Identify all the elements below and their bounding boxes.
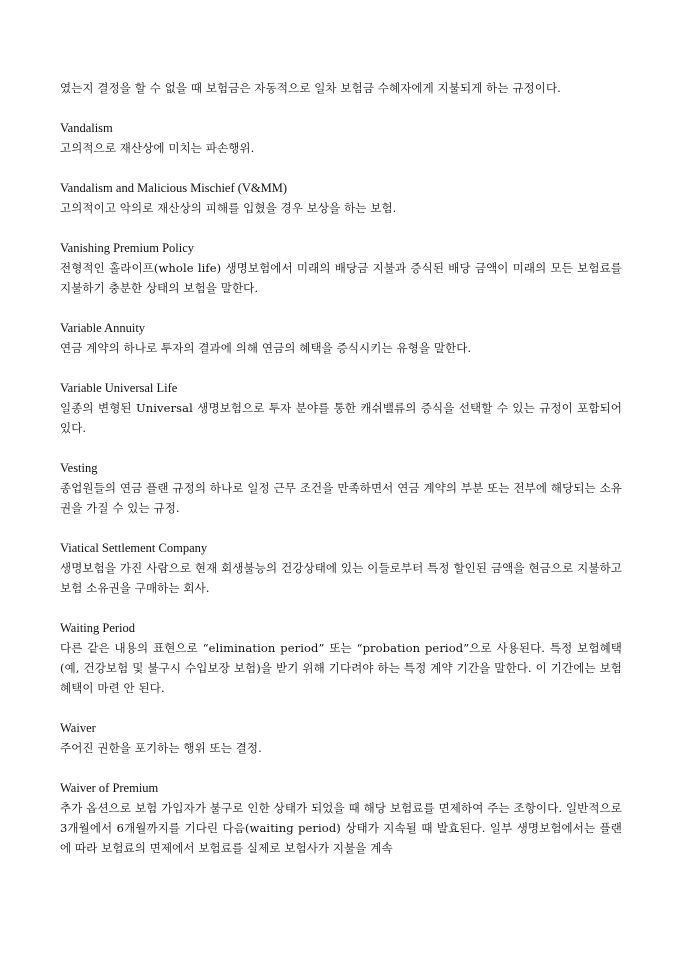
intro-text: 였는지 결정을 할 수 없을 때 보험금은 자동적으로 일차 보험금 수혜자에게 지불되게 하는 규정이다. <box>60 81 561 95</box>
entry-term: Vandalism <box>60 121 113 135</box>
entry-term: Waiver of Premium <box>60 781 159 795</box>
glossary-entry-waiver-of-premium <box>60 778 622 858</box>
glossary-entry-waiting-period <box>60 618 622 698</box>
entry-definition: 고의적으로 재산상에 미치는 파손행위. <box>60 141 255 155</box>
entry-term: Vesting <box>60 461 98 475</box>
glossary-page <box>60 78 622 858</box>
glossary-entry-variable-universal-life <box>60 378 622 438</box>
glossary-entry-waiver <box>60 718 622 758</box>
entry-definition: 연금 계약의 하나로 투자의 결과에 의해 연금의 혜택을 증식시키는 유형을 말한다. <box>60 341 472 355</box>
entry-term: Waiting Period <box>60 621 136 635</box>
entry-definition: 종업원들의 연금 플랜 규정의 하나로 일정 근무 조건을 만족하면서 연금 계약의 부분 또는 전부에 해당되는 소유권을 가질 수 있는 규정. <box>60 481 622 515</box>
entry-term: Vanishing Premium Policy <box>60 241 195 255</box>
glossary-entry-vandalism-malicious-mischief <box>60 178 622 218</box>
glossary-entry-variable-annuity <box>60 318 622 358</box>
glossary-entry-vandalism <box>60 118 622 158</box>
glossary-entry-vesting <box>60 458 622 518</box>
entry-term: Variable Annuity <box>60 321 146 335</box>
entry-definition: 주어진 권한을 포기하는 행위 또는 결정. <box>60 741 262 755</box>
entry-definition: 전형적인 홀라이프(whole life) 생명보험에서 미래의 배당금 지불과 증식된 배당 금액이 미래의 모든 보험료를 지불하기 충분한 상태의 보험을 말한다. <box>60 261 622 295</box>
glossary-entry-vanishing-premium-policy <box>60 238 622 298</box>
glossary-entry-viatical-settlement-company <box>60 538 622 598</box>
entry-definition: 추가 옵션으로 보험 가입자가 불구로 인한 상태가 되었을 때 해당 보험료를 면제하여 주는 조항이다. 일반적으로 3개월에서 6개월까지를 기다린 다음(waiting period) 상태가 지속될 때 발효된다. 일부 생명보험에서는 플랜에 따라 보험료의 면제에서 보험료를 실제로 보험사가 지불을 계속 <box>60 801 622 855</box>
entry-term: Variable Universal Life <box>60 381 178 395</box>
entry-term: Waiver <box>60 721 96 735</box>
entry-term: Viatical Settlement Company <box>60 541 208 555</box>
entry-term: Vandalism and Malicious Mischief (V&MM) <box>60 181 288 195</box>
entry-definition: 다른 같은 내용의 표현으로 “elimination period” 또는 “probation period”으로 사용된다. 특정 보험혜택 (예, 건강보험 및 불구시 수입보장 보험)을 받기 위해 기다려야 하는 특정 계약 기간을 말한다. 이 기간에는 보험 혜택이 마련 안 된다. <box>60 641 622 695</box>
entry-definition: 생명보험을 가진 사람으로 현재 회생불능의 건강상태에 있는 이들로부터 특정 할인된 금액을 현금으로 지불하고 보험 소유권을 구매하는 회사. <box>60 561 622 595</box>
entry-definition: 일종의 변형된 Universal 생명보험으로 투자 분야를 통한 캐쉬밸류의 증식을 선택할 수 있는 규정이 포함되어 있다. <box>60 401 622 435</box>
entry-definition: 고의적이고 악의로 재산상의 피해를 입혔을 경우 보상을 하는 보험. <box>60 201 397 215</box>
